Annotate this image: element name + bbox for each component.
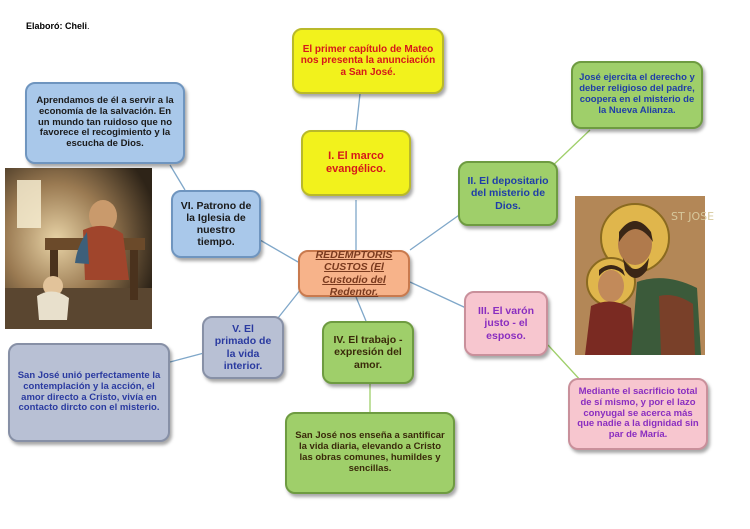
node-vi-patrono: VI. Patrono de la Iglesia de nuestro tiempo. — [171, 190, 261, 258]
credit-line: Elaboró: Cheli. — [26, 21, 90, 31]
connector-vi-aprendamos — [170, 165, 185, 190]
connector-center-iv — [356, 297, 366, 321]
connector-center-ii — [410, 213, 462, 250]
saint-joseph-icon-image — [575, 196, 715, 355]
connector-i-mateo — [356, 94, 360, 130]
carpenter-painting-image — [5, 168, 152, 329]
detail-sacrificio: Mediante el sacrificio total de sí mismo, y por el lazo conyugal se acerca más que nadie a la dignidad sin par de María. — [568, 378, 708, 450]
detail-santificar: San José nos enseña a santificar la vida diaria, elevando a Cristo las obras comunes, humildes y sencillas. — [285, 412, 455, 494]
node-v-primado: V. El primado de la vida interior. — [202, 316, 284, 379]
center-node — [298, 250, 410, 297]
node-i-marco: I. El marco evangélico. — [301, 130, 411, 196]
credit-name: Cheli — [65, 21, 88, 31]
detail-derecho: José ejercita el derecho y deber religioso del padre, coopera en el misterio de la Nueva Alianza. — [571, 61, 703, 129]
detail-aprendamos: Aprendamos de él a servir a la economía de la salvación. En un mundo tan ruidoso que no favorece el recogimiento y la escucha de Dios. — [25, 82, 185, 164]
node-iv-trabajo: IV. El trabajo - expresión del amor. — [322, 321, 414, 384]
connector-center-iii — [410, 282, 466, 308]
connector-v-contemplacion — [170, 353, 204, 362]
detail-mateo: El primer capítulo de Mateo nos presenta la anunciación a San José. — [292, 28, 444, 94]
icon-lettering: ST JOSE — [671, 210, 715, 223]
saint-joseph-icon-art — [575, 196, 715, 355]
credit-label: Elaboró: — [26, 21, 63, 31]
node-iii-varon: III. El varón justo - el esposo. — [464, 291, 548, 356]
carpenter-painting — [5, 168, 152, 329]
detail-contemplacion: San José unió perfectamente la contemplación y la acción, el amor directo a Cristo, vivía en contacto dircto con el misterio. — [8, 343, 170, 442]
connector-center-vi — [260, 240, 298, 262]
node-ii-depositario: II. El depositario del misterio de Dios. — [458, 161, 558, 226]
center-text: REDEMPTORIS CUSTOS (El Custodio del Redentor. — [315, 249, 393, 298]
